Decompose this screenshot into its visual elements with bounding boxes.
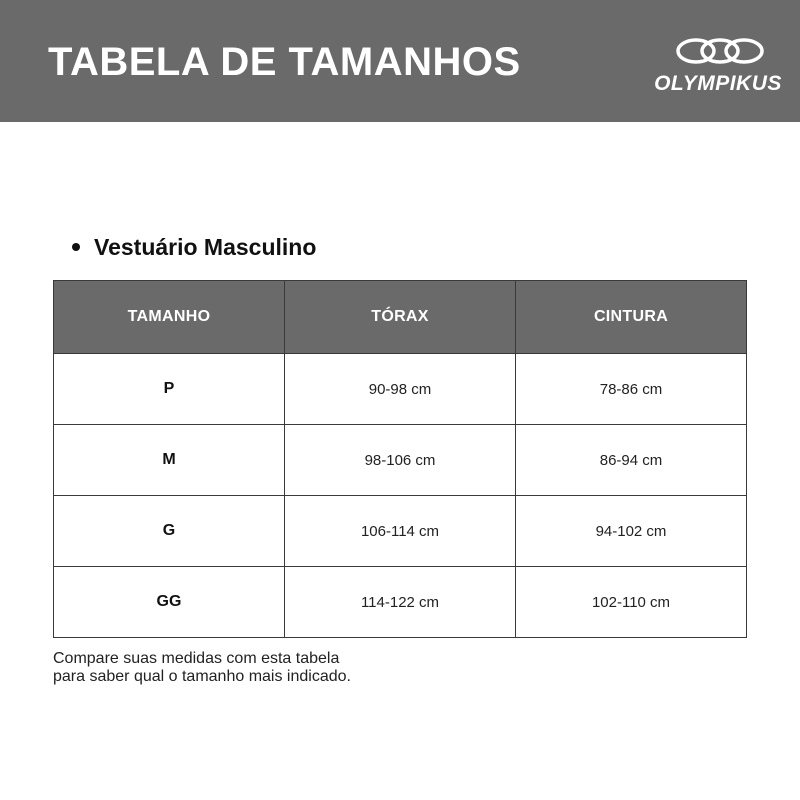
torax-cell: 98-106 cm	[285, 425, 516, 496]
cintura-cell: 78-86 cm	[516, 354, 747, 425]
column-header-tamanho: TAMANHO	[54, 281, 285, 354]
section-title-text: Vestuário Masculino	[94, 234, 317, 260]
table-row	[54, 496, 747, 567]
size-cell: P	[54, 354, 285, 425]
cintura-cell: 94-102 cm	[516, 496, 747, 567]
footnote	[53, 650, 351, 686]
header-bar	[0, 0, 800, 122]
cintura-cell: 86-94 cm	[516, 425, 747, 496]
size-cell: G	[54, 496, 285, 567]
cintura-cell: 102-110 cm	[516, 567, 747, 638]
size-table	[53, 280, 747, 638]
bullet-icon	[72, 243, 80, 251]
torax-cell: 114-122 cm	[285, 567, 516, 638]
brand-logo	[650, 36, 786, 98]
size-cell: M	[54, 425, 285, 496]
page-title: TABELA DE TAMANHOS	[48, 40, 521, 84]
three-interlocked-rings-icon	[674, 36, 766, 66]
torax-cell: 106-114 cm	[285, 496, 516, 567]
table-header-row	[54, 281, 747, 354]
brand-name: OLYMPIKUS	[654, 72, 782, 95]
table-row	[54, 354, 747, 425]
size-cell: GG	[54, 567, 285, 638]
table-row	[54, 425, 747, 496]
column-header-cintura: CINTURA	[516, 281, 747, 354]
footnote-line-2: para saber qual o tamanho mais indicado.	[53, 668, 351, 685]
section-heading	[72, 234, 316, 261]
column-header-torax: TÓRAX	[285, 281, 516, 354]
table-row	[54, 567, 747, 638]
footnote-line-1: Compare suas medidas com esta tabela	[53, 650, 340, 667]
torax-cell: 90-98 cm	[285, 354, 516, 425]
